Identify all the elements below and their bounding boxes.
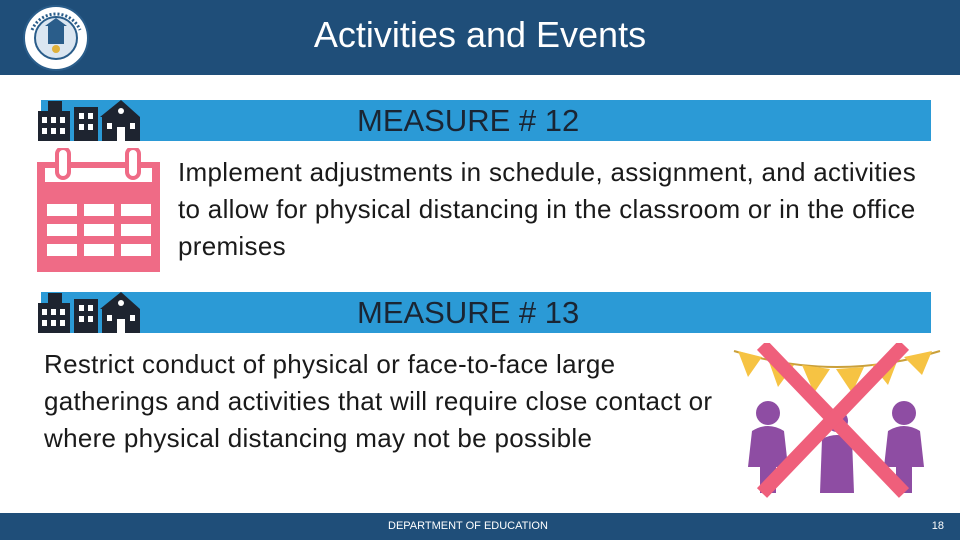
- school-buildings-icon: [38, 289, 140, 333]
- measure-13-description: Restrict conduct of physical or face-to-face large gatherings and activities that will require close contact or where physical distancing may not be possible: [44, 349, 713, 453]
- calendar-icon: [37, 148, 160, 272]
- no-gathering-icon: [732, 343, 942, 503]
- measure-12-description: Implement adjustments in schedule, assignment, and activities to allow for physical distancing in the classroom or in the office premises: [178, 157, 916, 261]
- header-bar: [0, 0, 960, 75]
- measure-13-bar: [41, 292, 931, 333]
- page-number: 18: [931, 520, 944, 532]
- slide-title: Activities and Events: [313, 14, 647, 55]
- school-buildings-icon: [38, 97, 140, 141]
- deped-seal-icon: [12, 4, 100, 72]
- measure-12-label: MEASURE # 12: [357, 103, 580, 138]
- footer-bar: [0, 513, 960, 540]
- footer-department: DEPARTMENT OF EDUCATION: [388, 520, 548, 532]
- measure-12-bar: [41, 100, 931, 141]
- measure-13-label: MEASURE # 13: [357, 295, 580, 330]
